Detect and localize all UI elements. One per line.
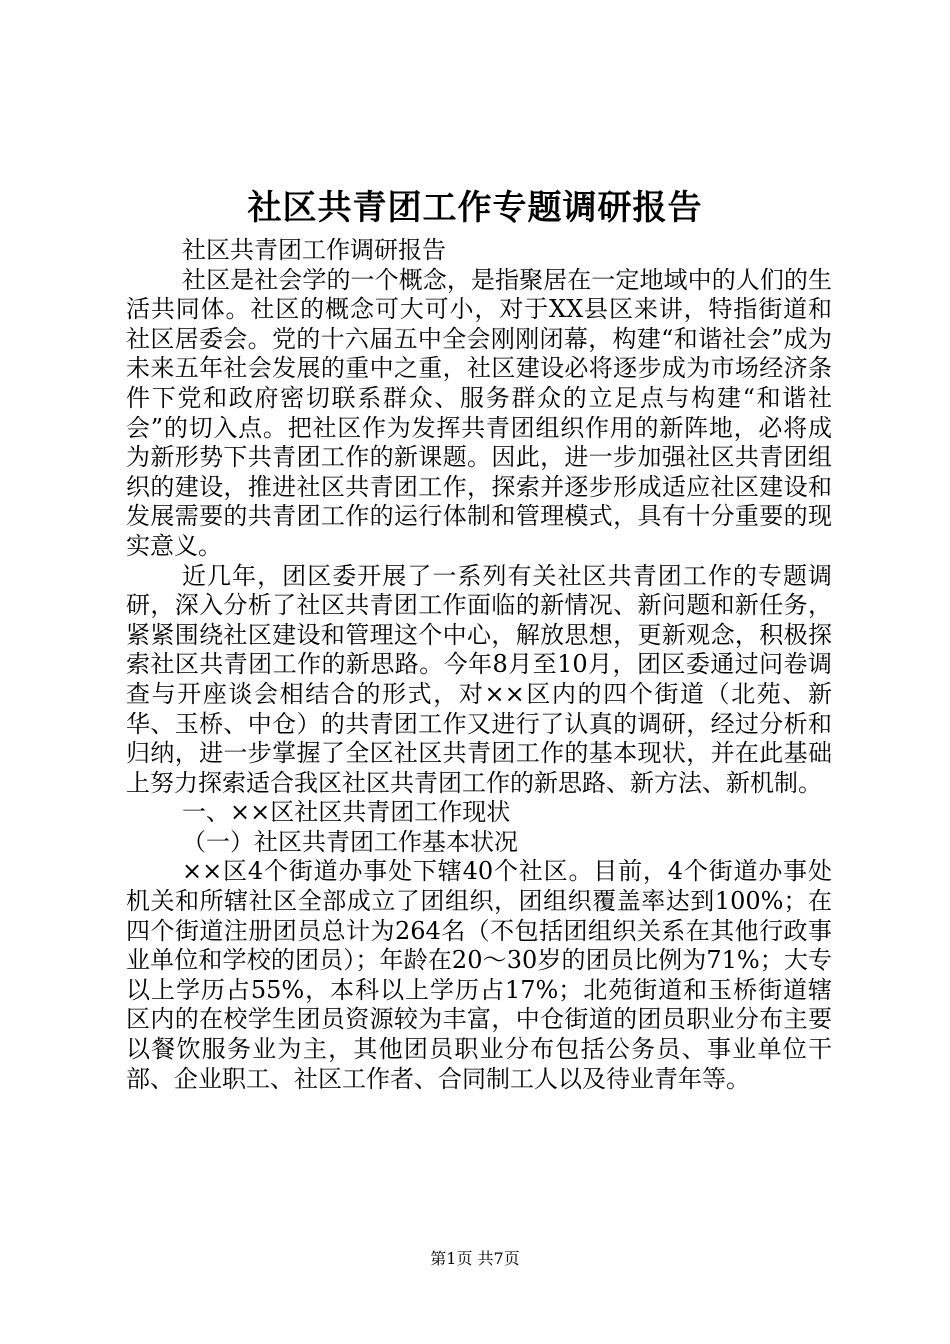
- page-number: 第1页 共7页: [430, 1249, 520, 1268]
- paragraph-status: ××区4个街道办事处下辖40个社区。目前，4个街道办事处机关和所辖社区全部成立了团组织，团组织覆盖率达到100%；在四个街道注册团员总计为264名（不包括团组织关系在其他行政事业单位和学校的团员）；年龄在20～30岁的团员比例为71%；大专以上学历占55%，本科以上学历占17%；北苑街道和玉桥街道辖区内的在校学生团员资源较为丰富，中仓街道的团员职业分布主要以餐饮服务业为主，其他团员职业分布包括公务员、事业单位干部、企业职工、社区工作者、合同制工人以及待业青年等。: [126, 857, 832, 1093]
- document-body: [126, 236, 832, 1094]
- subsection-heading: （一）社区共青团工作基本状况: [182, 827, 518, 856]
- paragraph-research: 近几年，团区委开展了一系列有关社区共青团工作的专题调研，深入分析了社区共青团工作面临的新情况、新问题和新任务，紧紧围绕社区建设和管理这个中心，解放思想，更新观念，积极探索社区共青团工作的新思路。今年8月至10月，团区委通过问卷调查与开座谈会相结合的形式，对××区内的四个街道（北苑、新华、玉桥、中仓）的共青团工作又进行了认真的调研，经过分析和归纳，进一步掌握了全区社区共青团工作的基本现状，并在此基础上努力探索适合我区社区共青团工作的新思路、新方法、新机制。: [126, 561, 832, 797]
- document-title: 社区共青团工作专题调研报告: [247, 188, 703, 228]
- paragraph-intro: 社区是社会学的一个概念，是指聚居在一定地域中的人们的生活共同体。社区的概念可大可小，对于XX县区来讲，特指街道和社区居委会。党的十六届五中全会刚刚闭幕，构建“和谐社会”成为未来五年社会发展的重中之重，社区建设必将逐步成为市场经济条件下党和政府密切联系群众、服务群众的立足点与构建“和谐社会”的切入点。把社区作为发挥共青团组织作用的新阵地，必将成为新形势下共青团工作的新课题。因此，进一步加强社区共青团组织的建设，推进社区共青团工作，探索并逐步形成适应社区建设和发展需要的共青团工作的运行体制和管理模式，具有十分重要的现实意义。: [126, 265, 832, 560]
- section-heading: 一、××区社区共青团工作现状: [182, 798, 511, 827]
- paragraph-subtitle: 社区共青团工作调研报告: [182, 236, 446, 264]
